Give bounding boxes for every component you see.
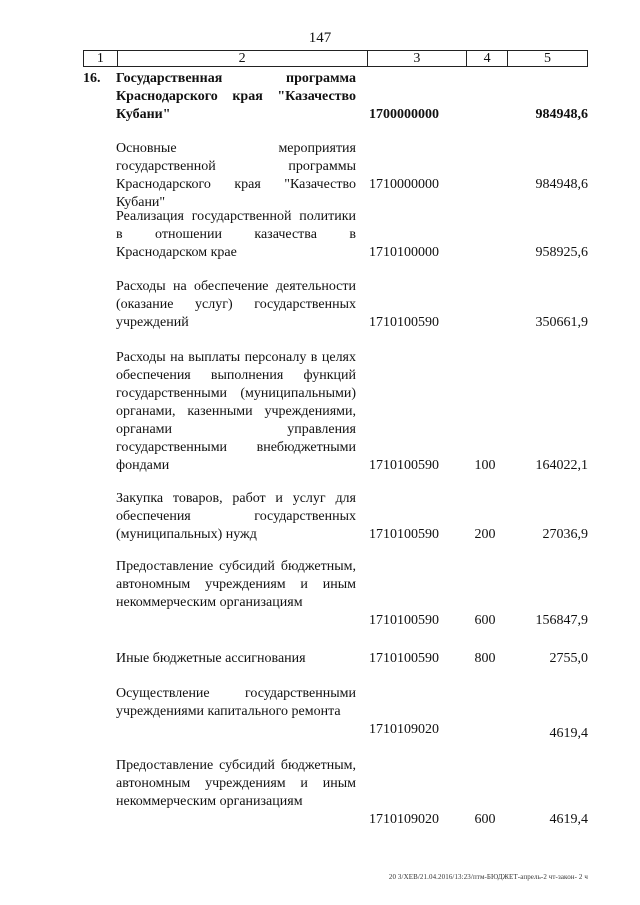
row-amount: 156847,9 xyxy=(535,613,588,628)
row-code: 1710100590 xyxy=(369,458,439,473)
row-code: 1710109020 xyxy=(369,812,439,827)
row-amount: 2755,0 xyxy=(549,651,588,666)
row-name: Основные мероприятия государственной программы Краснодарского края "Казачество Кубани" xyxy=(116,141,356,210)
column-header-5: 5 xyxy=(507,51,587,67)
row-code: 1710100590 xyxy=(369,613,439,628)
row-expense-type: 200 xyxy=(474,527,496,542)
row-expense-type: 600 xyxy=(474,613,496,628)
row-amount: 164022,1 xyxy=(535,458,588,473)
row-expense-type: 600 xyxy=(474,812,496,827)
column-header-1: 1 xyxy=(84,51,118,67)
row-name: Иные бюджетные ассигнования xyxy=(116,651,306,666)
column-header-3: 3 xyxy=(367,51,467,67)
row-amount: 4619,4 xyxy=(549,726,588,741)
row-name: Расходы на выплаты персоналу в целях обеспечения выполнения функций государственными (муниципальными) органами, казенными учреждениями, органами управления государственными внебюджетными фондами xyxy=(116,350,356,473)
row-amount: 4619,4 xyxy=(549,812,588,827)
row-code: 1710100000 xyxy=(369,245,439,260)
row-amount: 984948,6 xyxy=(535,177,588,192)
row-code: 1710100590 xyxy=(369,527,439,542)
column-header-table xyxy=(83,50,588,67)
row-amount: 984948,6 xyxy=(535,107,588,122)
row-name: Расходы на обеспечение деятельности (оказание услуг) государственных учреждений xyxy=(116,279,356,330)
row-code: 1710109020 xyxy=(369,722,439,737)
row-amount: 958925,6 xyxy=(535,245,588,260)
row-code: 1710100590 xyxy=(369,651,439,666)
row-expense-type: 100 xyxy=(474,458,496,473)
row-amount: 350661,9 xyxy=(535,315,588,330)
row-name: Закупка товаров, работ и услуг для обеспечения государственных (муниципальных) нужд xyxy=(116,491,356,542)
row-amount: 27036,9 xyxy=(542,527,588,542)
row-name: Реализация государственной политики в отношении казачества в Краснодарском крае xyxy=(116,209,356,260)
row-number: 16. xyxy=(83,71,101,86)
row-name: Осуществление государственными учреждениями капитального ремонта xyxy=(116,686,356,719)
row-name: Государственная программа Краснодарского края "Казачество Кубани" xyxy=(116,71,356,122)
column-header-4: 4 xyxy=(467,51,508,67)
page-number: 147 xyxy=(308,30,332,46)
document-footer: 20 3/ХЕВ/21.04.2016/13:23/птм-БЮДЖЕТ-апрель-2 чт-закон- 2 ч xyxy=(388,873,588,881)
column-header-2: 2 xyxy=(117,51,367,67)
row-code: 1700000000 xyxy=(369,107,439,122)
row-expense-type: 800 xyxy=(474,651,496,666)
row-name: Предоставление субсидий бюджетным, автономным учреждениям и иным некоммерческим организациям xyxy=(116,559,356,610)
row-code: 1710100590 xyxy=(369,315,439,330)
row-code: 1710000000 xyxy=(369,177,439,192)
row-name: Предоставление субсидий бюджетным, автономным учреждениям и иным некоммерческим организациям xyxy=(116,758,356,809)
